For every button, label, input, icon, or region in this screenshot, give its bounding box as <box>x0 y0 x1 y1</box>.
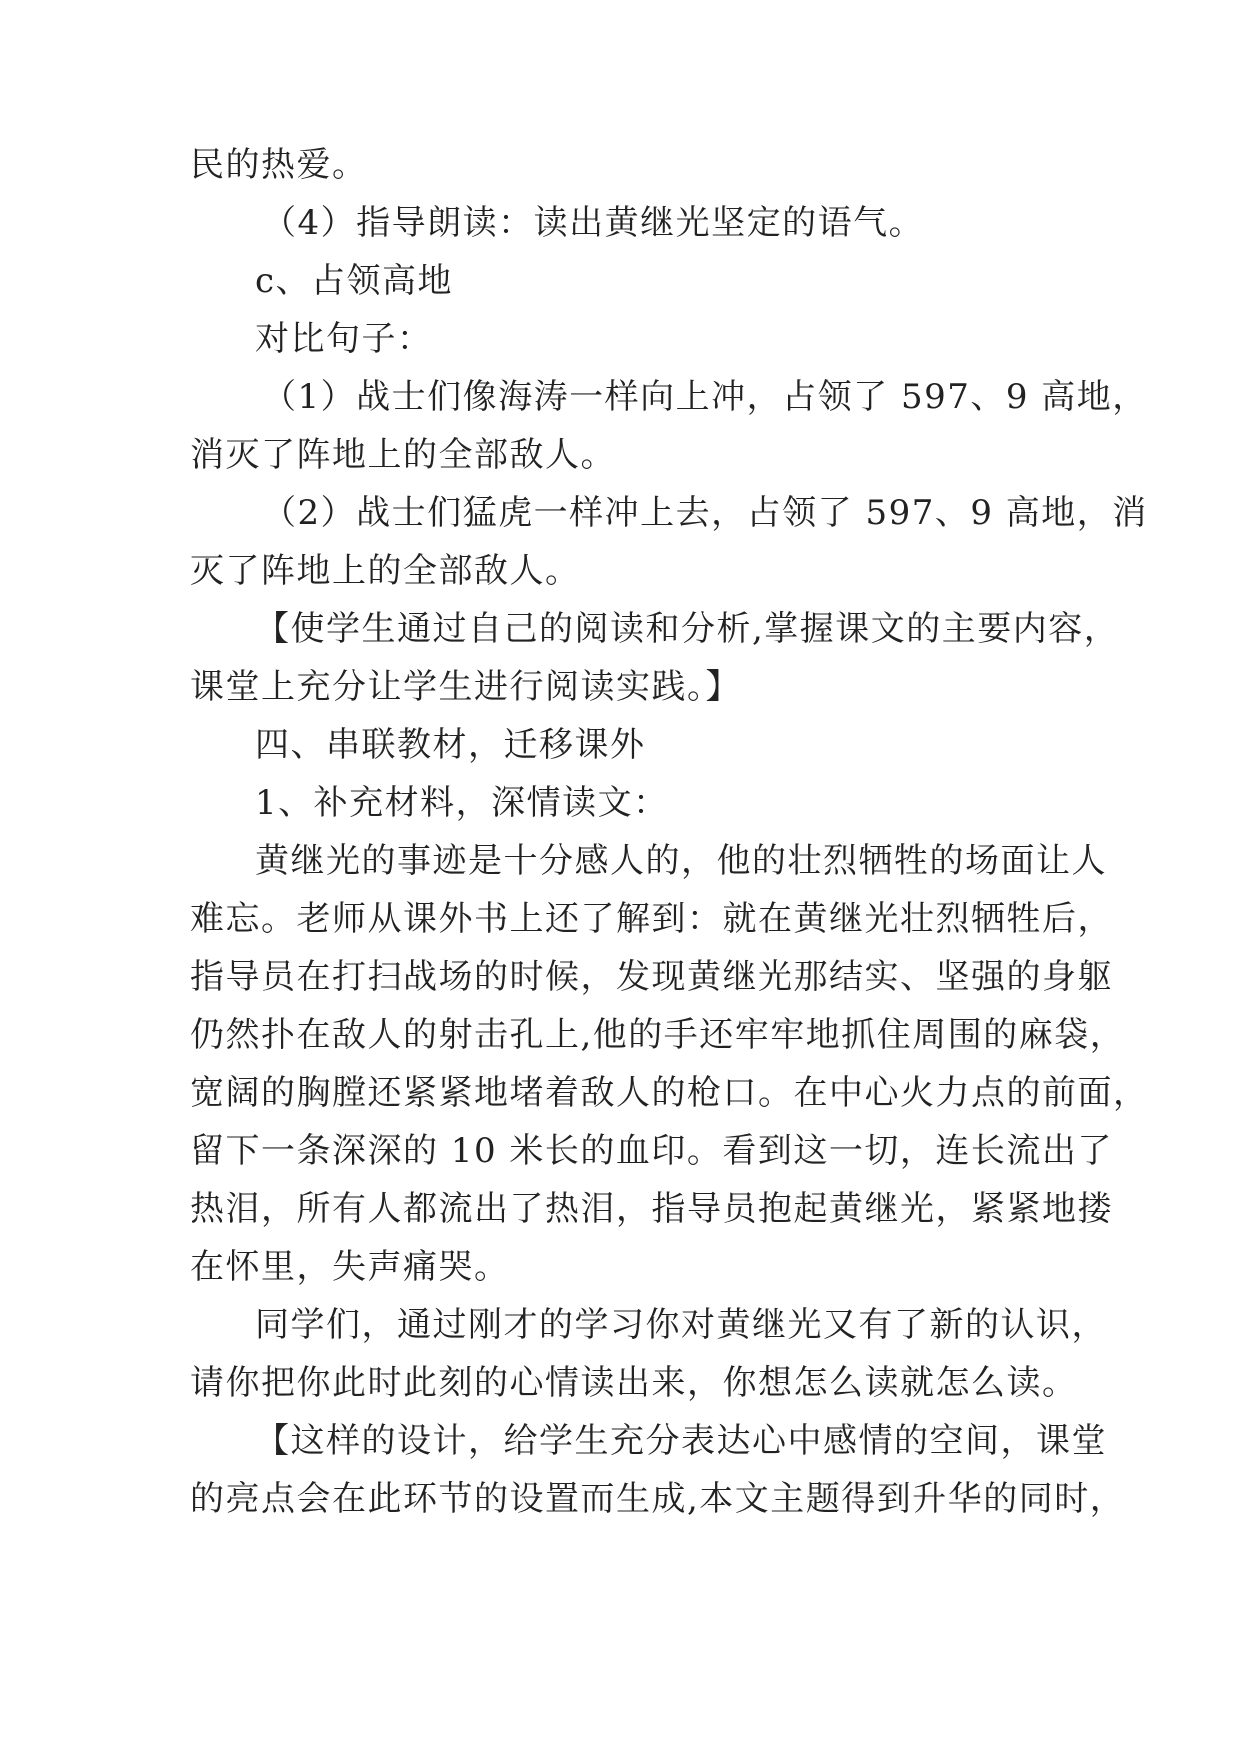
text-line: 指导员在打扫战场的时候，发现黄继光那结实、坚强的身躯 <box>190 957 1113 997</box>
text-line: 【使学生通过自己的阅读和分析,掌握课文的主要内容， <box>255 609 1120 649</box>
text-line: 课堂上充分让学生进行阅读实践。】 <box>190 667 741 707</box>
text-line: 宽阔的胸膛还紧紧地堵着敌人的枪口。在中心火力点的前面， <box>190 1073 1149 1113</box>
text-line: （4）指导朗读：读出黄继光坚定的语气。 <box>262 203 925 243</box>
text-line: 同学们，通过刚才的学习你对黄继光又有了新的认识， <box>255 1305 1107 1345</box>
text-line: 仍然扑在敌人的射击孔上,他的手还牢牢地抓住周围的麻袋， <box>190 1015 1126 1055</box>
text-line: 热泪，所有人都流出了热泪，指导员抱起黄继光，紧紧地搂 <box>190 1189 1113 1229</box>
text-line: 消灭了阵地上的全部敌人。 <box>190 435 616 475</box>
text-line: 留下一条深深的 10 米长的血印。看到这一切，连长流出了 <box>190 1131 1113 1171</box>
text-line: c、占领高地 <box>255 261 454 301</box>
text-line: 民的热爱。 <box>190 145 368 185</box>
text-line: 黄继光的事迹是十分感人的，他的壮烈牺牲的场面让人 <box>255 841 1107 881</box>
text-line: 请你把你此时此刻的心情读出来，你想怎么读就怎么读。 <box>190 1363 1078 1403</box>
text-line: 的亮点会在此环节的设置而生成,本文主题得到升华的同时， <box>190 1479 1126 1519</box>
text-line: 灭了阵地上的全部敌人。 <box>190 551 581 591</box>
text-line: 四、串联教材，迁移课外 <box>255 725 646 765</box>
text-line: （1）战士们像海涛一样向上冲，占领了 597、9 高地， <box>262 377 1148 417</box>
text-line: 难忘。老师从课外书上还了解到：就在黄继光壮烈牺牲后， <box>190 899 1113 939</box>
text-line: （2）战士们猛虎一样冲上去，占领了 597、9 高地，消 <box>262 493 1148 533</box>
text-line: 对比句子： <box>255 319 433 359</box>
text-line: 【这样的设计，给学生充分表达心中感情的空间，课堂 <box>255 1421 1107 1461</box>
text-line: 在怀里，失声痛哭。 <box>190 1247 510 1287</box>
text-line: 1、补充材料，深情读文： <box>255 783 669 823</box>
